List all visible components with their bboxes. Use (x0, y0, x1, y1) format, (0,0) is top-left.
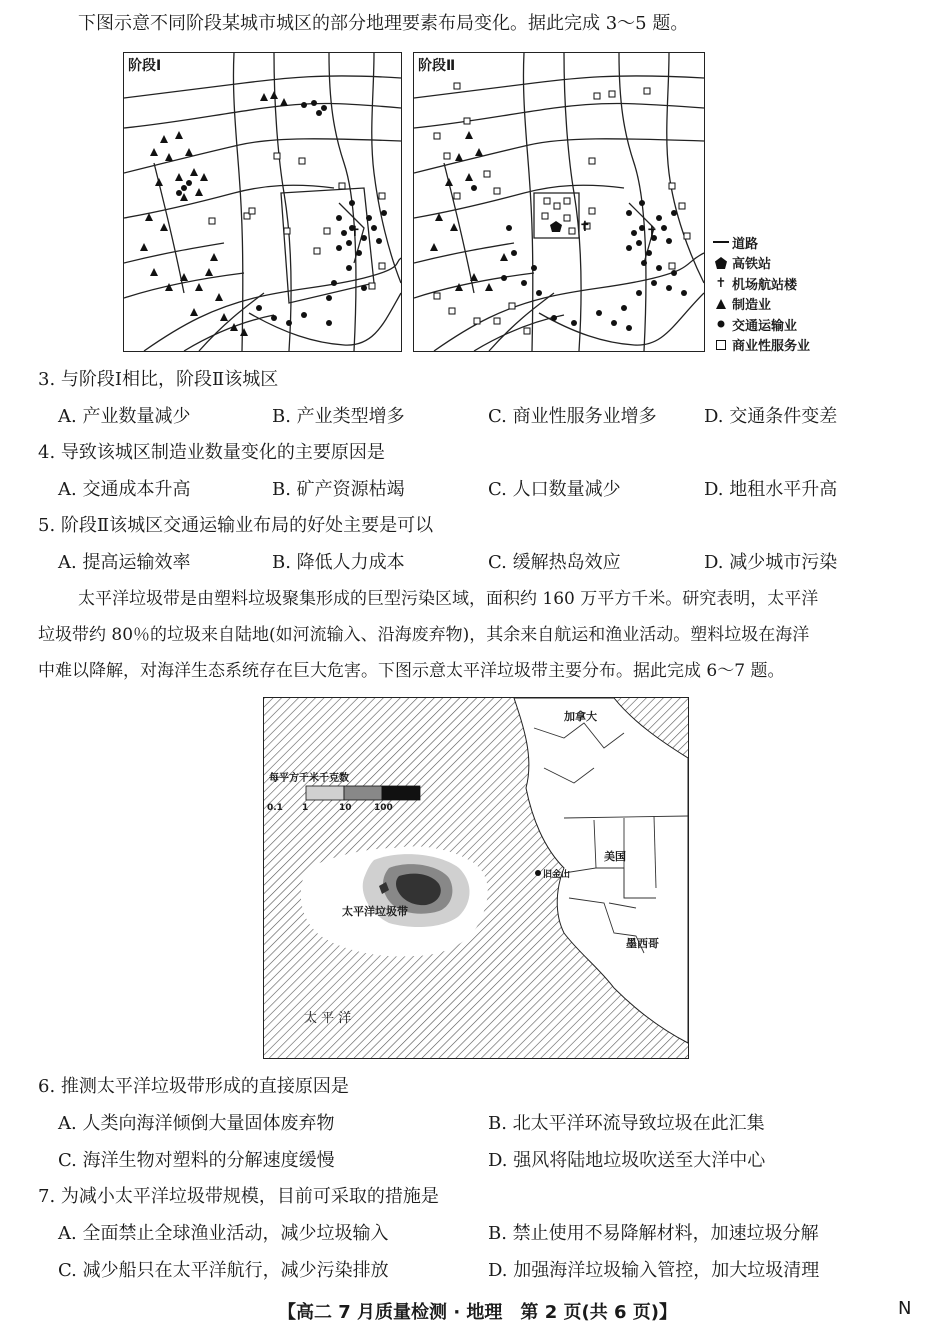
map-stage-1 (123, 52, 402, 352)
option: C. 海洋生物对塑料的分解速度缓慢 (58, 1150, 335, 1171)
scale-tick: 100 (374, 803, 393, 813)
scale-tick: 10 (339, 803, 352, 813)
legend-row (712, 294, 810, 315)
question-stem: 3. 与阶段Ⅰ相比，阶段Ⅱ该城区 (38, 369, 279, 390)
passage-line: 中难以降解，对海洋生态系统存在巨大危害。下图示意太平洋垃圾带主要分布。据此完成 6～7 题。 (38, 661, 785, 681)
intro-text: 下图示意不同阶段某城市城区的部分地理要素布局变化。据此完成 3～5 题。 (78, 13, 689, 34)
option: C. 缓解热岛效应 (488, 552, 621, 573)
option: A. 提高运输效率 (58, 552, 191, 573)
scale-tick: 0.1 (267, 803, 283, 813)
scale-tick: 1 (302, 803, 309, 813)
legend-label: 高铁站 (732, 257, 772, 273)
legend-label: 制造业 (732, 298, 772, 314)
legend-label: 道路 (732, 236, 759, 252)
stage-1-label: 阶段Ⅰ (126, 55, 163, 75)
label-canada: 加拿大 (564, 710, 597, 723)
option: B. 北太平洋环流导致垃圾在此汇集 (488, 1113, 765, 1134)
option: D. 地租水平升高 (704, 479, 838, 500)
pacific-map-svg (264, 698, 688, 1058)
option: A. 交通成本升高 (58, 479, 191, 500)
option: D. 加强海洋垃圾输入管控，加大垃圾清理 (488, 1260, 820, 1281)
road-line-icon (712, 240, 730, 244)
option: A. 人类向海洋倾倒大量固体废弃物 (58, 1113, 335, 1134)
option: D. 强风将陆地垃圾吹送至大洋中心 (488, 1150, 766, 1171)
label-pacific: 太 平 洋 (304, 1011, 352, 1026)
question-stem: 5. 阶段Ⅱ该城区交通运输业布局的好处主要是可以 (38, 515, 434, 536)
question-stem: 4. 导致该城区制造业数量变化的主要原因是 (38, 442, 385, 463)
option: C. 人口数量减少 (488, 479, 621, 500)
airport-icon: ✝ (349, 224, 361, 240)
option: B. 矿产资源枯竭 (272, 479, 405, 500)
square-icon (712, 340, 730, 350)
legend-row (712, 273, 810, 294)
footer-mark: N (898, 1298, 912, 1319)
passage-line: 垃圾带约 80％的垃圾来自陆地(如河流输入、沿海废弃物)，其余来自航运和渔业活动。塑料垃圾在海洋 (38, 625, 810, 645)
legend-row (712, 232, 810, 253)
option: C. 商业性服务业增多 (488, 406, 657, 427)
garbage-patch-map (263, 697, 689, 1059)
option: D. 交通条件变差 (704, 406, 838, 427)
question-stem: 6. 推测太平洋垃圾带形成的直接原因是 (38, 1076, 349, 1097)
scale-bar-segment (306, 786, 344, 800)
airport-icon: ✝ (579, 219, 591, 235)
legend-label: 交通运输业 (732, 318, 798, 334)
pentagon-icon (712, 257, 730, 269)
stage-2-svg (414, 53, 704, 351)
legend-label: 机场航站楼 (732, 277, 798, 293)
legend-row (712, 314, 810, 335)
option: B. 降低人力成本 (272, 552, 405, 573)
pentagon-icon (550, 221, 562, 232)
stage-2-label: 阶段Ⅱ (416, 55, 457, 75)
airport-icon: ✝ (646, 224, 658, 240)
sf-dot-icon (535, 870, 541, 876)
scale-bar-segment (344, 786, 382, 800)
option: B. 禁止使用不易降解材料，加速垃圾分解 (488, 1223, 819, 1244)
passage-line: 太平洋垃圾带是由塑料垃圾聚集形成的巨型污染区域，面积约 160 万平方千米。研究表明，太平洋 (78, 589, 819, 609)
option: A. 全面禁止全球渔业活动，减少垃圾输入 (58, 1223, 389, 1244)
scale-bar-segment (382, 786, 420, 800)
map-legend (712, 232, 810, 355)
label-patch: 太平洋垃圾带 (342, 905, 408, 918)
label-mexico: 墨西哥 (626, 937, 659, 950)
triangle-icon (712, 299, 730, 309)
option: D. 减少城市污染 (704, 552, 838, 573)
legend-row (712, 253, 810, 274)
page-footer: 【高二 7 月质量检测 · 地理 第 2 页(共 6 页)】 (278, 1302, 677, 1323)
stage-1-svg (124, 53, 401, 351)
legend-label: 商业性服务业 (732, 339, 811, 355)
option: C. 减少船只在太平洋航行，减少污染排放 (58, 1260, 389, 1281)
scale-title: 每平方千米千克数 (269, 773, 349, 784)
question-stem: 7. 为减小太平洋垃圾带规模，目前可采取的措施是 (38, 1186, 439, 1207)
label-usa: 美国 (604, 850, 626, 863)
option: B. 产业类型增多 (272, 406, 405, 427)
label-sf: 旧金山 (543, 870, 571, 880)
legend-row (712, 335, 810, 356)
map-stage-2 (413, 52, 705, 352)
dot-icon (712, 320, 730, 328)
airport-icon: ✝ (715, 275, 727, 291)
option: A. 产业数量减少 (58, 406, 191, 427)
